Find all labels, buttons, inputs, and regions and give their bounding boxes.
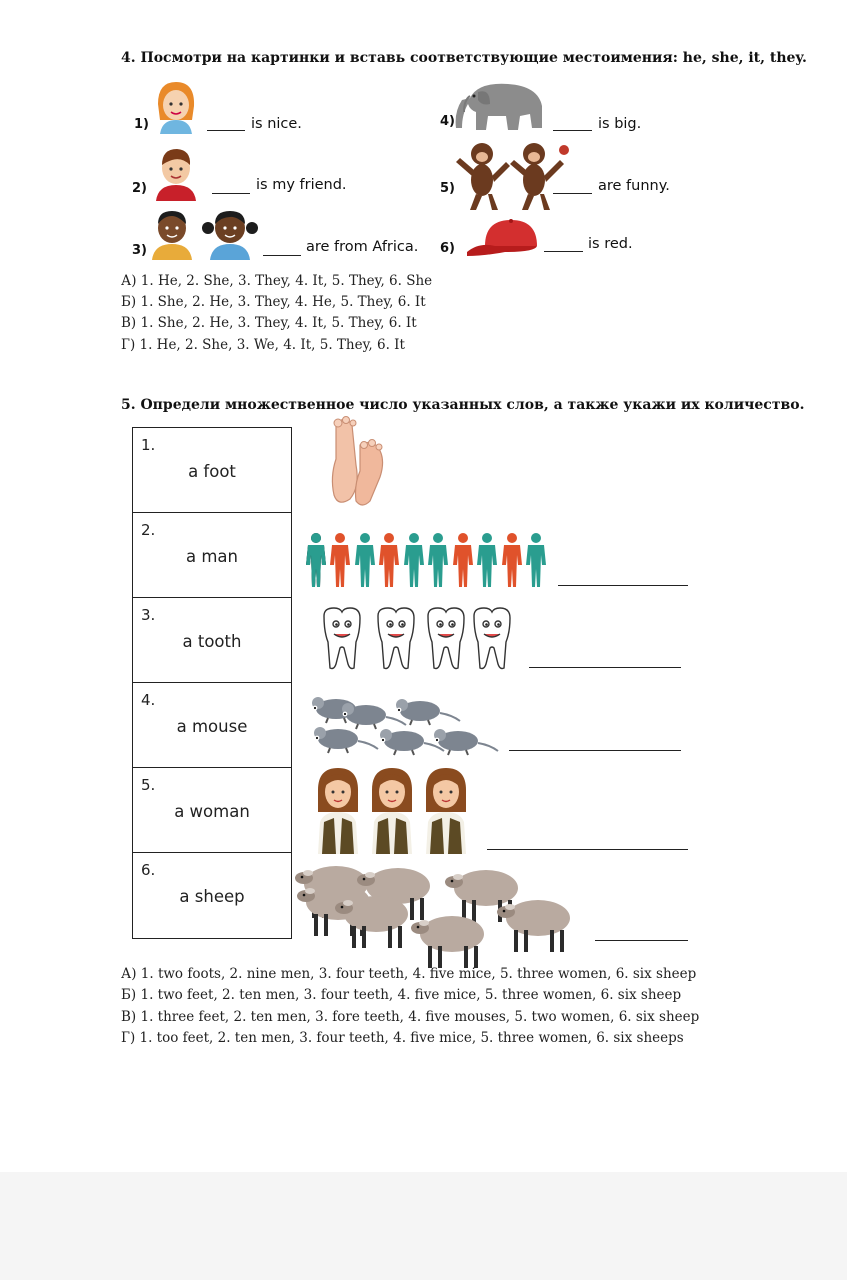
row-word: a woman [174,802,250,821]
women-illustration [314,768,478,854]
task4-item6-number: 6) [440,241,455,256]
african-children-illustration [148,206,266,260]
answer-blank[interactable] [487,849,688,850]
elephant-illustration [448,78,548,134]
task5-option-c[interactable]: В) 1. three feet, 2. ten men, 3. fore teeth, 4. five mouses, 5. two women, 6. six sheep [121,1009,700,1025]
row-number: 6. [141,861,156,879]
table-row [133,768,291,853]
row-word: a tooth [182,632,242,651]
answer-blank[interactable] [553,193,592,194]
task5-option-b[interactable]: Б) 1. two feet, 2. ten men, 3. four teeth, 4. five mice, 5. three women, 6. six sheep [121,987,682,1003]
row-number: 4. [141,691,156,709]
answer-blank[interactable] [509,750,681,751]
task4-item5-text: are funny. [598,178,670,194]
mice-illustration [306,693,502,755]
task4-item2-text: is my friend. [256,177,347,193]
task4-item6-text: is red. [588,236,633,252]
task4-option-a[interactable]: А) 1. He, 2. She, 3. They, 4. It, 5. They, 6. She [121,273,433,289]
task4-item1-number: 1) [134,117,149,132]
task4-title: 4. Посмотри на картинки и вставь соответствующие местоимения: he, she, it, they. [121,50,807,66]
answer-blank[interactable] [553,130,592,131]
table-row [133,683,291,768]
answer-blank[interactable] [595,940,688,941]
task5-title: 5. Определи множественное число указанных слов, а также укажи их количество. [121,397,805,413]
task5-option-d[interactable]: Г) 1. too feet, 2. ten men, 3. four teeth, 4. five mice, 5. three women, 6. six sheeps [121,1030,684,1046]
task4-item2-number: 2) [132,181,147,196]
task4-item5-number: 5) [440,181,455,196]
task4-item3-text: are from Africa. [306,239,419,255]
table-row [133,598,291,683]
task4-option-d[interactable]: Г) 1. He, 2. She, 3. We, 4. It, 5. They, 6. It [121,337,405,353]
task4-item3-number: 3) [132,243,147,258]
boy-illustration [152,145,200,201]
row-number: 3. [141,606,156,624]
table-row [133,853,291,938]
task4-item4-number: 4) [440,114,455,129]
answer-blank[interactable] [263,255,301,256]
task4-item4-text: is big. [598,116,642,132]
teeth-illustration [318,606,522,672]
girl-illustration [152,80,200,134]
task5-option-a[interactable]: А) 1. two foots, 2. nine men, 3. four teeth, 4. five mice, 5. three women, 6. six sheep [121,966,697,982]
row-number: 1. [141,436,156,454]
sheep-illustration [296,860,590,962]
monkeys-illustration [452,136,570,212]
row-word: a man [186,547,238,566]
red-cap-illustration [465,218,541,260]
row-word: a mouse [176,717,248,736]
answer-blank[interactable] [558,585,688,586]
answer-blank[interactable] [212,193,250,194]
table-row [133,513,291,598]
answer-blank[interactable] [544,251,583,252]
word-table [132,427,292,939]
row-number: 2. [141,521,156,539]
men-illustration [304,531,554,587]
feet-illustration [326,415,390,511]
row-number: 5. [141,776,156,794]
task4-item1-text: is nice. [251,116,302,132]
table-row [133,428,291,513]
answer-blank[interactable] [529,667,681,668]
task4-option-b[interactable]: Б) 1. She, 2. He, 3. They, 4. He, 5. They, 6. It [121,294,426,310]
answer-blank[interactable] [207,130,245,131]
row-word: a sheep [179,887,245,906]
row-word: a foot [188,462,236,481]
task4-option-c[interactable]: В) 1. She, 2. He, 3. They, 4. It, 5. They, 6. It [121,315,417,331]
